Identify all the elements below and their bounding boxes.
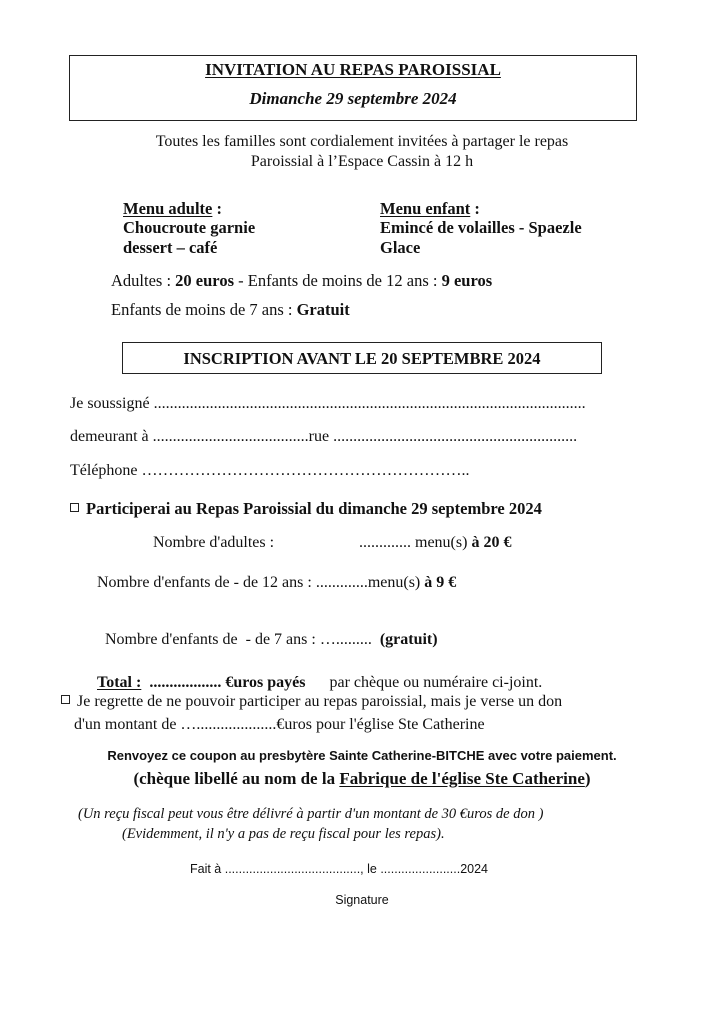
children12-price: à 9 € <box>424 574 457 591</box>
inscription-deadline: INSCRIPTION AVANT LE 20 SEPTEMBRE 2024 <box>183 349 541 368</box>
street-dots[interactable]: ............................................................. <box>333 428 578 445</box>
intro-line-2: Paroissial à l’Espace Cassin à 12 h <box>250 153 474 170</box>
payment-method: par chèque ou numéraire ci-joint. <box>329 674 543 691</box>
total-field[interactable] <box>89 656 542 692</box>
place-date-field[interactable]: Fait à ......................................., le .......................2024 <box>190 862 489 876</box>
children7-dots[interactable]: …......... <box>319 631 372 648</box>
cheque-payee: Fabrique de l'église Ste Catherine <box>339 769 585 788</box>
child-menu-item: Emincé de volailles - Spaezle <box>380 218 582 237</box>
donation-line-2[interactable]: d'un montant de …....................€uros pour l'église Ste Catherine <box>74 716 485 733</box>
adult-price: 20 euros <box>175 271 234 290</box>
fiscal-note-1: (Un reçu fiscal peut vous être délivré à partir d'un montant de 30 €uros de don ) <box>78 806 544 822</box>
participate-label: Participerai au Repas Paroissial du dimanche 29 septembre 2024 <box>86 499 542 518</box>
inscription-box <box>122 342 602 374</box>
adult-menu-heading: Menu adulte : <box>123 199 223 218</box>
checkbox-icon[interactable] <box>61 695 70 704</box>
adults-price: à 20 € <box>471 534 512 551</box>
adults-count-field[interactable]: ............. menu(s) à 20 € <box>359 534 512 551</box>
total-dots[interactable]: .................. <box>149 674 222 691</box>
name-label: Je soussigné <box>70 395 154 412</box>
name-field[interactable] <box>70 395 586 413</box>
children7-label: Nombre d'enfants de - de 7 ans : <box>105 631 320 648</box>
event-date: Dimanche 29 septembre 2024 <box>249 89 457 108</box>
adults-dots[interactable]: ............. <box>359 534 411 551</box>
signature-label: Signature <box>335 893 389 907</box>
children7-price: (gratuit) <box>379 631 438 648</box>
children7-count-field[interactable] <box>97 613 438 649</box>
address-field[interactable] <box>70 428 577 446</box>
total-paid: €uros payés <box>221 674 306 691</box>
return-notice: Renvoyez ce coupon au presbytère Sainte Catherine-BITCHE avec votre paiement. <box>107 748 617 763</box>
phone-field[interactable] <box>70 462 470 480</box>
checkbox-icon[interactable] <box>70 503 79 512</box>
intro-line-1: Toutes les familles sont cordialement invitées à partager le repas <box>155 133 569 150</box>
donation-option[interactable] <box>61 693 562 711</box>
fiscal-note-2: (Evidemment, il n'y a pas de reçu fiscal pour les repas). <box>122 826 445 842</box>
price-line-1: Adultes : 20 euros - Enfants de moins de 12 ans : 9 euros <box>111 271 493 290</box>
total-label: Total : <box>97 674 142 691</box>
children12-dots[interactable]: ............. <box>315 574 368 591</box>
children12-count-field[interactable]: Nombre d'enfants de - de 12 ans : .............menu(s) à 9 € <box>97 574 457 591</box>
address-label: demeurant à <box>70 428 153 445</box>
child-price: 9 euros <box>441 271 493 290</box>
adults-count-label: Nombre d'adultes : <box>153 534 275 551</box>
title-box <box>69 55 637 121</box>
child-menu-heading: Menu enfant : <box>380 199 480 218</box>
child-menu-label: Menu enfant <box>380 199 471 218</box>
adult-menu-item: dessert – café <box>123 238 218 257</box>
street-label: rue <box>308 428 334 445</box>
children12-label: Nombre d'enfants de - de 12 ans : <box>97 574 316 591</box>
name-dots[interactable]: ............................................................................................................ <box>153 395 586 412</box>
phone-dots[interactable]: …………………………………………………….. <box>141 462 470 479</box>
child-menu-item: Glace <box>380 238 421 257</box>
cheque-payee-line: (chèque libellé au nom de la Fabrique de l'église Ste Catherine) <box>133 769 591 788</box>
free-price: Gratuit <box>296 300 350 319</box>
donation-line-1: Je regrette de ne pouvoir participer au repas paroissial, mais je verse un don <box>77 693 563 710</box>
phone-label: Téléphone <box>70 462 142 479</box>
adult-menu-item: Choucroute garnie <box>123 218 256 237</box>
invitation-title: INVITATION AU REPAS PAROISSIAL <box>205 60 501 79</box>
address-dots[interactable]: ....................................... <box>152 428 309 445</box>
price-line-2: Enfants de moins de 7 ans : Gratuit <box>111 300 350 319</box>
adult-menu-label: Menu adulte <box>123 199 213 218</box>
participate-option[interactable] <box>70 499 542 519</box>
